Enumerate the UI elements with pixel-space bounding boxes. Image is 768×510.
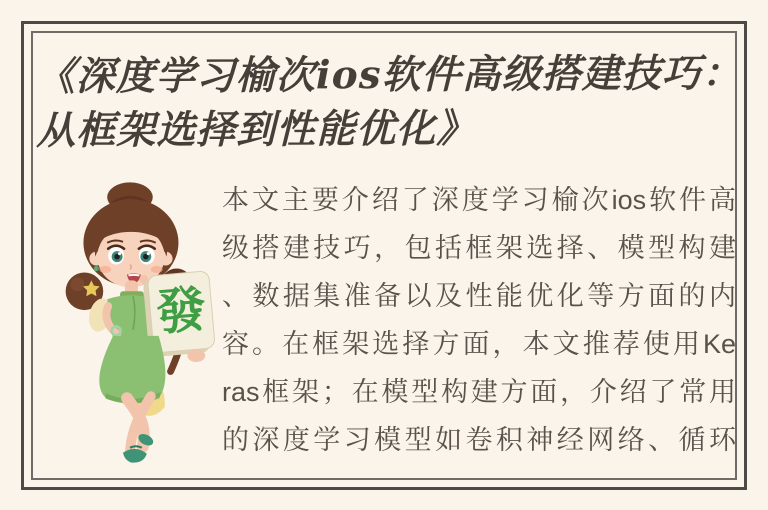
- body-line: 的深度学习模型如卷积神经网络、循环: [222, 425, 736, 455]
- page-title: [35, 46, 742, 158]
- tile-character: 發: [153, 279, 209, 342]
- article-body: [222, 176, 736, 464]
- title-line-2: 从框架选择到性能优化》: [36, 105, 477, 154]
- body-line: 级搭建技巧，包括框架选择、模型构建: [222, 233, 736, 263]
- title-line-1: 《深度学习榆次ios软件高级搭建技巧：: [35, 50, 742, 100]
- holding-hand: [187, 349, 205, 362]
- girl-mascot-illustration: [28, 168, 226, 468]
- body-line: 本文主要介绍了深度学习榆次ios软件高: [222, 185, 736, 215]
- body-line: 容。在框架选择方面，本文推荐使用Ke: [222, 329, 736, 359]
- body-line: ras框架；在模型构建方面，介绍了常用: [222, 377, 736, 407]
- body-line: 、数据集准备以及性能优化等方面的内: [222, 281, 736, 311]
- earring: [94, 266, 99, 271]
- dress-skirt: [99, 336, 165, 403]
